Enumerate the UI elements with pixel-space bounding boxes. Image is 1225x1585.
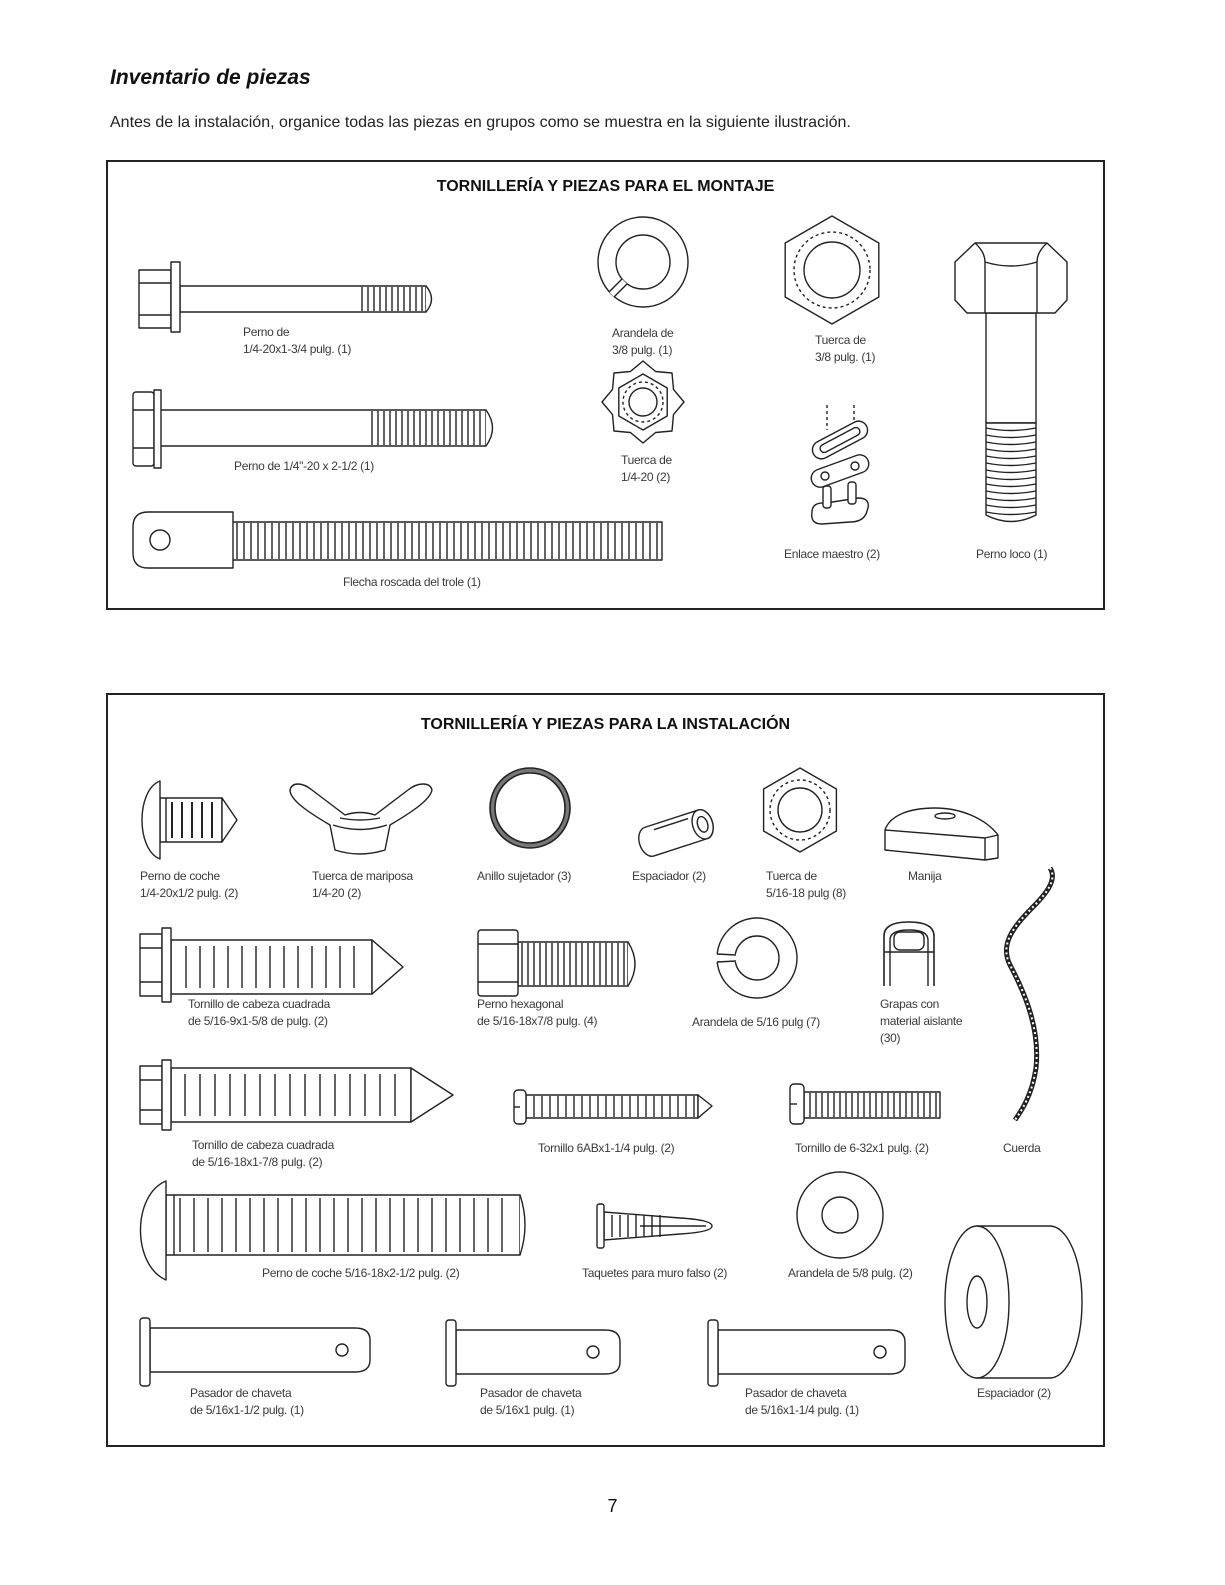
- label-line: Flecha roscada del trole (1): [343, 575, 481, 589]
- label-retaining-ring: [477, 868, 571, 885]
- label-clevis-pin-b: [480, 1385, 581, 1419]
- label-wing-nut: [312, 868, 413, 902]
- label-line: Tuerca de: [621, 453, 672, 467]
- clevis-pin-c-drawing: [708, 1320, 905, 1386]
- label-line: Anillo sujetador (3): [477, 869, 572, 883]
- clevis-pin-b-drawing: [446, 1320, 620, 1386]
- label-line: de 5/16-18x1-7/8 pulg. (2): [192, 1155, 323, 1169]
- label-line: Tornillo de cabeza cuadrada: [192, 1138, 334, 1152]
- label-line: de 5/16x1-1/4 pulg. (1): [745, 1403, 859, 1417]
- label-hex-bolt: [477, 996, 597, 1030]
- label-line: Perno de coche: [140, 869, 220, 883]
- page-number: 7: [607, 1496, 618, 1516]
- label-line: Enlace maestro (2): [784, 547, 880, 561]
- screw-6ab-drawing: [514, 1090, 712, 1124]
- wing-nut-drawing: [290, 784, 432, 854]
- spacer-big-drawing: [945, 1226, 1082, 1378]
- label-line: 1/4-20 (2): [621, 470, 671, 484]
- label-line: 3/8 pulg. (1): [612, 343, 673, 357]
- drywall-anchor-drawing: [597, 1204, 712, 1248]
- label-clevis-pin-a: [190, 1385, 304, 1419]
- label-hex-nut-3-8: [815, 332, 875, 366]
- hex-nut-3-8-drawing: [785, 216, 879, 324]
- label-line: de 5/16-9x1-5/8 de pulg. (2): [188, 1014, 328, 1028]
- page-title: Inventario de piezas: [110, 66, 311, 89]
- retaining-ring-drawing: [490, 768, 570, 848]
- label-line: Tornillo de 6-32x1 pulg. (2): [795, 1141, 929, 1155]
- label-handle: [908, 868, 942, 885]
- bolt-short-drawing: [139, 262, 432, 332]
- label-line: de 5/16x1 pulg. (1): [480, 1403, 575, 1417]
- flat-washer-5-8-drawing: [797, 1172, 883, 1258]
- label-bolt-short: [243, 324, 351, 358]
- lag-screw-a-drawing: [140, 928, 403, 1002]
- bolt-long-drawing: [133, 390, 493, 468]
- label-threaded-shaft: [343, 574, 481, 591]
- hex-nut-5-16-drawing: [764, 768, 837, 852]
- keps-nut-drawing: [602, 361, 684, 443]
- label-line: Manija: [908, 869, 942, 883]
- label-line: Tornillo 6ABx1-1/4 pulg. (2): [538, 1141, 675, 1155]
- label-line: Perno hexagonal: [477, 997, 564, 1011]
- label-line: Grapas con: [880, 997, 940, 1011]
- label-line: Perno loco (1): [976, 547, 1048, 561]
- label-line: 3/8 pulg. (1): [815, 350, 876, 364]
- label-lag-screw-b: [192, 1137, 334, 1171]
- lock-washer-5-16-drawing: [715, 918, 797, 998]
- label-line: Tuerca de: [815, 333, 866, 347]
- label-line: Perno de coche 5/16-18x2-1/2 pulg. (2): [262, 1266, 460, 1280]
- label-flat-washer-5-8: [788, 1265, 913, 1282]
- label-line: Arandela de 5/16 pulg (7): [692, 1015, 820, 1029]
- label-spacer-small: [632, 868, 706, 885]
- label-line: 1/4-20x1/2 pulg. (2): [140, 886, 239, 900]
- handle-drawing: [885, 808, 998, 860]
- label-spacer-big: [977, 1385, 1051, 1402]
- label-carriage-bolt-small: [140, 868, 238, 902]
- mounting-heading: TORNILLERÍA Y PIEZAS PARA EL MONTAJE: [436, 178, 775, 195]
- clevis-pin-a-drawing: [140, 1318, 370, 1386]
- lock-washer-3-8-drawing: [598, 217, 688, 307]
- label-clevis-pin-c: [745, 1385, 859, 1419]
- label-line: Arandela de: [612, 326, 674, 340]
- label-line: Pasador de chaveta: [745, 1386, 847, 1400]
- label-line: Pasador de chaveta: [190, 1386, 292, 1400]
- label-line: Tuerca de: [766, 869, 817, 883]
- label-line: Perno de 1/4"-20 x 2-1/2 (1): [234, 459, 374, 473]
- threaded-shaft-drawing: [133, 512, 662, 568]
- carriage-bolt-small-drawing: [142, 781, 237, 859]
- label-line: 5/16-18 pulg (8): [766, 886, 846, 900]
- label-drywall-anchors: [582, 1265, 727, 1282]
- label-line: de 5/16x1-1/2 pulg. (1): [190, 1403, 304, 1417]
- hex-bolt-drawing: [478, 930, 635, 996]
- label-screw-6ab: [538, 1140, 674, 1157]
- lag-screw-b-drawing: [140, 1060, 453, 1130]
- label-lock-washer-5-16: [692, 1014, 820, 1031]
- label-insulated-staples: [880, 996, 962, 1047]
- label-line: Taquetes para muro falso (2): [582, 1266, 728, 1280]
- label-line: 1/4-20x1-3/4 pulg. (1): [243, 342, 352, 356]
- master-link-drawing: [809, 405, 872, 524]
- label-line: material aislante: [880, 1014, 963, 1028]
- label-line: (30): [880, 1031, 901, 1045]
- intro-text: Antes de la instalación, organice todas las piezas en grupos como se muestra en la siguiente ilustración.: [110, 114, 851, 131]
- label-line: Tornillo de cabeza cuadrada: [188, 997, 330, 1011]
- spacer-small-drawing: [635, 807, 717, 859]
- label-line: Perno de: [243, 325, 290, 339]
- label-hex-nut-5-16: [766, 868, 846, 902]
- rope-drawing: [1006, 868, 1052, 1120]
- label-line: Pasador de chaveta: [480, 1386, 582, 1400]
- label-bolt-long: [234, 458, 374, 475]
- label-keps-nut: [621, 452, 672, 486]
- installation-heading: TORNILLERÍA Y PIEZAS PARA LA INSTALACIÓN: [420, 716, 791, 733]
- label-lag-screw-a: [188, 996, 330, 1030]
- idler-bolt-drawing: [955, 243, 1067, 522]
- label-master-link: [784, 546, 880, 563]
- label-line: Espaciador (2): [632, 869, 706, 883]
- label-line: Arandela de 5/8 pulg. (2): [788, 1266, 913, 1280]
- label-line: de 5/16-18x7/8 pulg. (4): [477, 1014, 598, 1028]
- label-line: Cuerda: [1003, 1141, 1041, 1155]
- label-carriage-bolt-long: [262, 1265, 459, 1282]
- label-idler-bolt: [976, 546, 1047, 563]
- label-line: Espaciador (2): [977, 1386, 1051, 1400]
- label-line: 1/4-20 (2): [312, 886, 362, 900]
- label-screw-6-32: [795, 1140, 929, 1157]
- label-rope: [1003, 1140, 1041, 1157]
- insulated-staple-drawing: [884, 922, 934, 986]
- label-lock-washer-3-8: [612, 325, 673, 359]
- label-line: Tuerca de mariposa: [312, 869, 413, 883]
- screw-6-32-drawing: [790, 1084, 940, 1124]
